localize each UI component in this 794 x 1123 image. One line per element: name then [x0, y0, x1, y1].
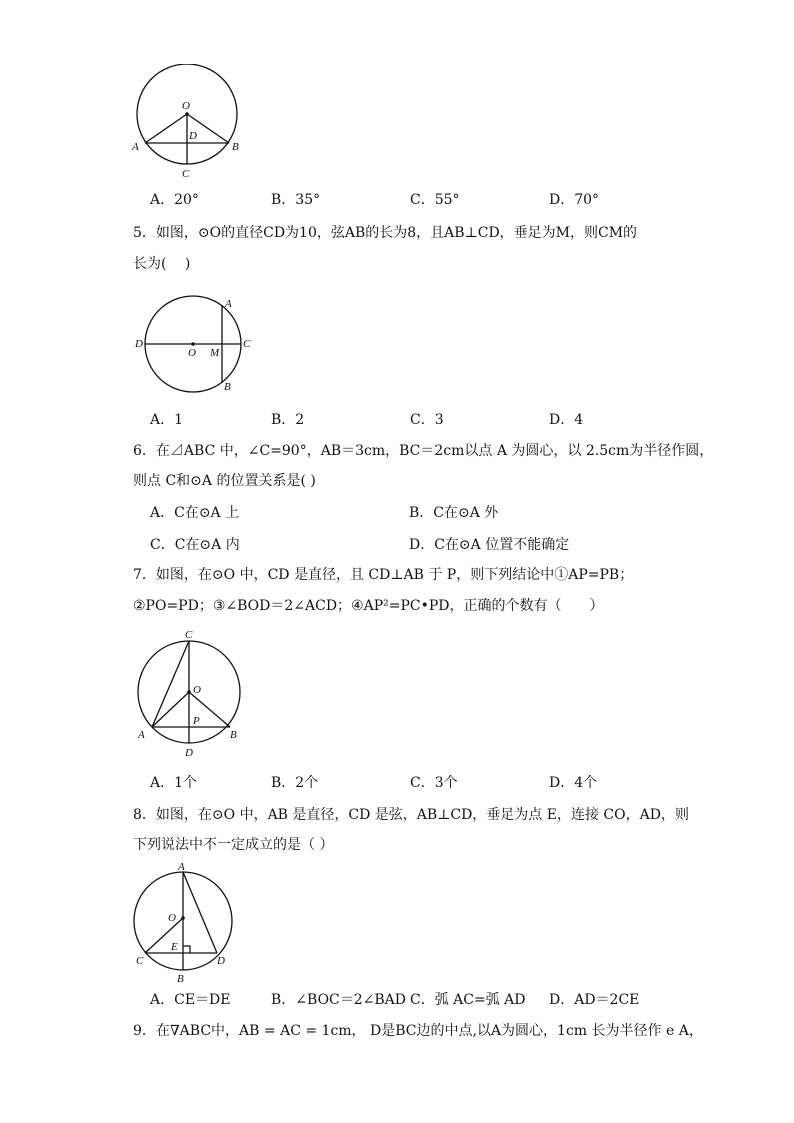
- q7-question-line2: ②PO=PD；③∠BOD＝2∠ACD；④AP²=PC•PD，正确的个数有（ ）: [133, 598, 604, 614]
- q5-option-a: A．1: [150, 412, 184, 428]
- q5-option-c: C．3: [410, 412, 444, 428]
- q5-option-d: D．4: [549, 412, 584, 428]
- q4-label-d: D: [189, 130, 197, 142]
- q8-option-d: D．AD＝2CE: [549, 992, 640, 1008]
- q7-segment-oa: [152, 692, 189, 727]
- q4-option-b: B．35°: [271, 192, 321, 208]
- q8-right-angle-mark: [183, 946, 190, 953]
- q8-option-b: B．∠BOC＝2∠BAD: [271, 992, 407, 1008]
- q8-center-dot: [181, 916, 185, 920]
- q7-label-b: B: [230, 729, 237, 741]
- q7-option-b: B．2个: [271, 775, 319, 791]
- q4-label-a: A: [132, 141, 139, 153]
- q4-center-dot: [185, 112, 189, 116]
- q8-label-d: D: [217, 955, 225, 967]
- q4-segment-oa: [145, 114, 187, 143]
- q6-option-c: C．C在⊙A 内: [150, 537, 240, 553]
- q5-label-d: D: [135, 338, 143, 350]
- q5-question-line1: 5．如图，⊙O的直径CD为10，弦AB的长为8，且AB⊥CD，垂足为M，则CM的: [133, 225, 638, 241]
- q4-option-d: D．70°: [549, 192, 600, 208]
- q7-question-line1: 7．如图，在⊙O 中，CD 是直径，且 CD⊥AB 于 P，则下列结论中①AP=PB；: [133, 567, 634, 583]
- q5-question-line2: 长为( ): [133, 256, 191, 272]
- q4-option-c: C．55°: [410, 192, 460, 208]
- q5-option-b: B．2: [271, 412, 305, 428]
- q7-option-d: D．4个: [549, 775, 598, 791]
- q5-label-a: A: [225, 298, 232, 310]
- q4-label-o: O: [182, 100, 190, 112]
- q7-center-dot: [187, 690, 191, 694]
- q5-label-m: M: [210, 347, 220, 359]
- q8-figure: [128, 860, 248, 988]
- q6-question-line1: 6．在⊿ABC 中，∠C=90°，AB＝3cm，BC＝2cm以点 A 为圆心，以 2.5cm为半径作圆，: [133, 443, 714, 459]
- q5-label-o: O: [188, 347, 196, 359]
- q8-question-line1: 8．如图，在⊙O 中，AB 是直径，CD 是弦，AB⊥CD，垂足为点 E，连接 CO，AD，则: [133, 807, 689, 823]
- q4-figure: [128, 64, 256, 184]
- q7-label-o: O: [193, 684, 201, 696]
- q7-label-c: C: [185, 629, 193, 641]
- q7-label-d: D: [185, 747, 193, 759]
- q4-label-b: B: [232, 141, 239, 153]
- q5-center-dot: [191, 342, 195, 346]
- q8-label-c: C: [136, 955, 144, 967]
- q6-option-a: A．C在⊙A 上: [150, 505, 240, 521]
- q7-label-p: P: [193, 715, 200, 727]
- q7-option-a: A．1个: [150, 775, 198, 791]
- q7-figure: [128, 626, 258, 762]
- q5-label-b: B: [224, 381, 231, 393]
- q6-option-b: B．C在⊙A 外: [409, 505, 499, 521]
- q4-option-a: A．20°: [150, 192, 199, 208]
- q7-segment-ca: [152, 641, 189, 727]
- q8-option-c: C．弧 AC=弧 AD: [410, 992, 526, 1008]
- q7-label-a: A: [138, 729, 145, 741]
- q8-label-e: E: [171, 941, 178, 953]
- q8-segment-ad: [183, 872, 217, 953]
- q6-question-line2: 则点 C和⊙A 的位置关系是( ): [133, 473, 316, 489]
- q8-question-line2: 下列说法中不一定成立的是（ ）: [133, 837, 334, 853]
- q9-question-line1: 9．在∇ABC中，AB = AC = 1cm， D是BC边的中点,以A为圆心，1cm 长为半径作 e A，: [133, 1023, 703, 1039]
- q5-figure: [128, 290, 268, 398]
- q8-label-b: B: [177, 973, 184, 985]
- q7-option-c: C．3个: [410, 775, 458, 791]
- q4-label-c: C: [182, 168, 190, 180]
- q5-label-c: C: [243, 338, 251, 350]
- q8-label-o: O: [168, 912, 176, 924]
- q6-option-d: D．C在⊙A 位置不能确定: [409, 537, 570, 553]
- q8-label-a: A: [178, 861, 185, 873]
- q8-option-a: A．CE＝DE: [150, 992, 231, 1008]
